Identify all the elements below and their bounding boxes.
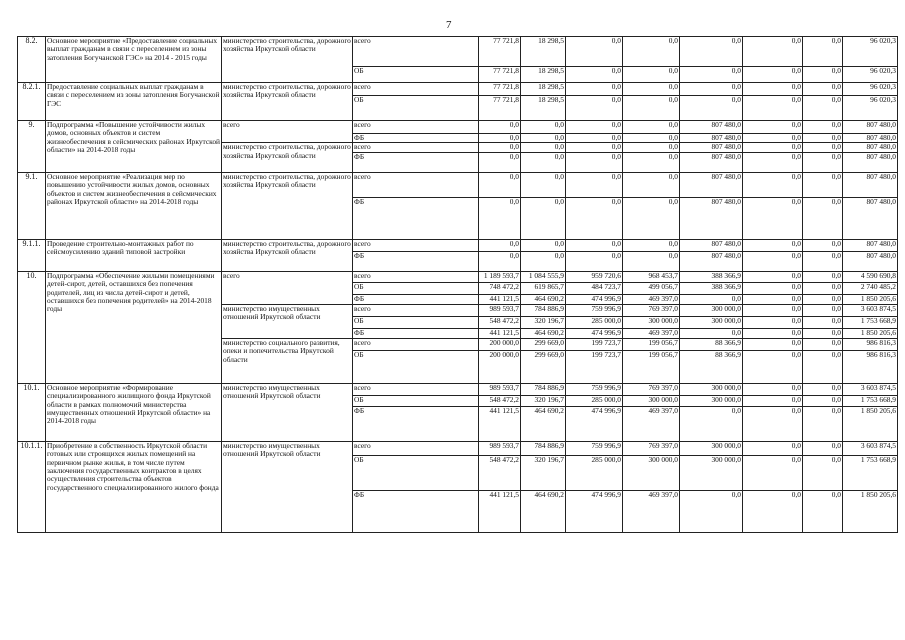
amount-cell: 18 298,5 (521, 96, 566, 121)
amount-cell: 807 480,0 (680, 239, 743, 251)
amount-cell: 0,0 (803, 67, 843, 83)
row-name: Подпрограмма «Обеспечение жилыми помещениями детей-сирот, детей, оставшихся без попечения родителей, лиц из числа детей-сирот и детей, оставшихся без попечения родителей» на 2014-2018 годы (46, 271, 222, 383)
amount-cell: 1 850 205,6 (843, 328, 898, 338)
row-code: 9.1.1. (18, 239, 46, 271)
amount-cell: 0,0 (623, 172, 680, 197)
amount-cell: 0,0 (743, 37, 803, 67)
amount-cell: 0,0 (623, 143, 680, 152)
amount-cell: 0,0 (803, 338, 843, 350)
funding-source-cell: всего (353, 338, 479, 350)
amount-cell: 0,0 (803, 441, 843, 455)
row-code: 9.1. (18, 172, 46, 239)
funding-source-cell: ФБ (353, 152, 479, 172)
amount-cell: 0,0 (743, 83, 803, 96)
amount-cell: 0,0 (743, 143, 803, 152)
amount-cell: 0,0 (803, 251, 843, 271)
amount-cell: 0,0 (803, 83, 843, 96)
amount-cell: 0,0 (680, 328, 743, 338)
amount-cell: 0,0 (803, 282, 843, 294)
funding-source-cell: ФБ (353, 328, 479, 338)
amount-cell: 469 397,0 (623, 294, 680, 304)
amount-cell: 0,0 (803, 490, 843, 532)
amount-cell: 77 721,8 (479, 96, 521, 121)
amount-cell: 0,0 (566, 121, 623, 134)
amount-cell: 0,0 (623, 152, 680, 172)
amount-cell: 807 480,0 (680, 121, 743, 134)
amount-cell: 0,0 (803, 197, 843, 239)
funding-source-cell: ФБ (353, 490, 479, 532)
amount-cell: 77 721,8 (479, 37, 521, 67)
amount-cell: 1 189 593,7 (479, 271, 521, 282)
amount-cell: 469 397,0 (623, 490, 680, 532)
amount-cell: 0,0 (743, 316, 803, 328)
amount-cell: 0,0 (803, 143, 843, 152)
row-code: 8.2. (18, 37, 46, 83)
funding-source-cell: ОБ (353, 316, 479, 328)
amount-cell: 0,0 (521, 251, 566, 271)
funding-source-cell: ОБ (353, 455, 479, 490)
amount-cell: 0,0 (566, 172, 623, 197)
amount-cell: 0,0 (521, 172, 566, 197)
amount-cell: 0,0 (743, 294, 803, 304)
amount-cell: 3 603 874,5 (843, 383, 898, 395)
amount-cell: 0,0 (803, 328, 843, 338)
amount-cell: 807 480,0 (680, 172, 743, 197)
amount-cell: 0,0 (479, 143, 521, 152)
amount-cell: 0,0 (521, 134, 566, 143)
executor-cell: министерство социального развития, опеки и попечительства Иркутской области (222, 338, 353, 383)
amount-cell: 464 690,2 (521, 328, 566, 338)
amount-cell: 0,0 (803, 121, 843, 134)
amount-cell: 200 000,0 (479, 350, 521, 383)
row-code: 8.2.1. (18, 83, 46, 121)
row-name: Основное мероприятие «Предоставление социальных выплат гражданам в связи с переселением из зоны затопления Богучанской ГЭС» на 2014 - 2015 годы (46, 37, 222, 83)
amount-cell: 0,0 (743, 121, 803, 134)
table-row (18, 172, 898, 197)
funding-source-cell: ФБ (353, 134, 479, 143)
amount-cell: 986 816,3 (843, 338, 898, 350)
amount-cell: 0,0 (566, 251, 623, 271)
amount-cell: 0,0 (521, 121, 566, 134)
amount-cell: 88 366,9 (680, 350, 743, 383)
amount-cell: 300 000,0 (680, 395, 743, 406)
amount-cell: 88 366,9 (680, 338, 743, 350)
funding-source-cell: ОБ (353, 350, 479, 383)
amount-cell: 0,0 (521, 143, 566, 152)
amount-cell: 989 593,7 (479, 383, 521, 395)
row-name: Предоставление социальных выплат гражданам в связи с переселением из зоны затопления Богучанской ГЭС (46, 83, 222, 121)
amount-cell: 0,0 (521, 152, 566, 172)
executor-cell: министерство строительства, дорожного хозяйства Иркутской области (222, 239, 353, 271)
row-name: Основное мероприятие «Реализация мер по повышению устойчивости жилых домов, основных объектов и систем жизнеобеспечения в сейсмических районах Иркутской области» на 2014-2018 годы (46, 172, 222, 239)
funding-source-cell: всего (353, 37, 479, 67)
amount-cell: 441 121,5 (479, 490, 521, 532)
amount-cell: 0,0 (743, 441, 803, 455)
amount-cell: 0,0 (623, 37, 680, 67)
amount-cell: 199 056,7 (623, 350, 680, 383)
amount-cell: 200 000,0 (479, 338, 521, 350)
amount-cell: 469 397,0 (623, 406, 680, 441)
amount-cell: 759 996,9 (566, 304, 623, 316)
amount-cell: 784 886,9 (521, 441, 566, 455)
amount-cell: 18 298,5 (521, 83, 566, 96)
amount-cell: 0,0 (566, 152, 623, 172)
table-row (18, 441, 898, 455)
amount-cell: 807 480,0 (680, 134, 743, 143)
amount-cell: 0,0 (743, 197, 803, 239)
funding-source-cell: всего (353, 143, 479, 152)
amount-cell: 0,0 (803, 152, 843, 172)
funding-source-cell: всего (353, 304, 479, 316)
amount-cell: 300 000,0 (623, 455, 680, 490)
amount-cell: 807 480,0 (843, 143, 898, 152)
amount-cell: 18 298,5 (521, 37, 566, 67)
amount-cell: 0,0 (479, 239, 521, 251)
funding-source-cell: всего (353, 83, 479, 96)
amount-cell: 0,0 (803, 134, 843, 143)
amount-cell: 748 472,2 (479, 282, 521, 294)
amount-cell: 989 593,7 (479, 304, 521, 316)
amount-cell: 0,0 (680, 37, 743, 67)
amount-cell: 0,0 (743, 383, 803, 395)
executor-cell: министерство строительства, дорожного хозяйства Иркутской области (222, 37, 353, 83)
amount-cell: 299 669,0 (521, 338, 566, 350)
row-name: Подпрограмма «Повышение устойчивости жилых домов, основных объектов и систем жизнеобеспечения в сейсмических районах Иркутской области» на 2014-2018 годы (46, 121, 222, 173)
amount-cell: 300 000,0 (623, 316, 680, 328)
amount-cell: 441 121,5 (479, 406, 521, 441)
row-code: 10.1. (18, 383, 46, 441)
amount-cell: 0,0 (803, 383, 843, 395)
amount-cell: 989 593,7 (479, 441, 521, 455)
amount-cell: 807 480,0 (843, 239, 898, 251)
amount-cell: 807 480,0 (843, 121, 898, 134)
amount-cell: 0,0 (743, 350, 803, 383)
amount-cell: 0,0 (803, 304, 843, 316)
amount-cell: 0,0 (743, 455, 803, 490)
amount-cell: 77 721,8 (479, 67, 521, 83)
amount-cell: 1 084 555,9 (521, 271, 566, 282)
amount-cell: 769 397,0 (623, 304, 680, 316)
amount-cell: 0,0 (743, 304, 803, 316)
amount-cell: 0,0 (803, 271, 843, 282)
executor-cell: министерство строительства, дорожного хозяйства Иркутской области (222, 83, 353, 121)
amount-cell: 77 721,8 (479, 83, 521, 96)
amount-cell: 285 000,0 (566, 455, 623, 490)
amount-cell: 0,0 (623, 251, 680, 271)
amount-cell: 0,0 (743, 328, 803, 338)
amount-cell: 0,0 (680, 67, 743, 83)
amount-cell: 0,0 (803, 395, 843, 406)
amount-cell: 0,0 (479, 251, 521, 271)
amount-cell: 0,0 (743, 251, 803, 271)
amount-cell: 0,0 (623, 96, 680, 121)
amount-cell: 0,0 (521, 197, 566, 239)
amount-cell: 0,0 (803, 350, 843, 383)
funding-source-cell: всего (353, 239, 479, 251)
amount-cell: 0,0 (680, 294, 743, 304)
amount-cell: 2 740 485,2 (843, 282, 898, 294)
amount-cell: 807 480,0 (680, 152, 743, 172)
amount-cell: 0,0 (743, 239, 803, 251)
table-row (18, 121, 898, 134)
amount-cell: 0,0 (803, 172, 843, 197)
amount-cell: 464 690,2 (521, 406, 566, 441)
amount-cell: 807 480,0 (680, 197, 743, 239)
amount-cell: 464 690,2 (521, 294, 566, 304)
amount-cell: 0,0 (743, 490, 803, 532)
funding-source-cell: ФБ (353, 406, 479, 441)
amount-cell: 0,0 (680, 96, 743, 121)
funding-source-cell: ОБ (353, 395, 479, 406)
page-number: 7 (446, 19, 452, 31)
table-row (18, 83, 898, 96)
amount-cell: 0,0 (743, 96, 803, 121)
amount-cell: 4 590 690,8 (843, 271, 898, 282)
table-body (18, 37, 898, 533)
amount-cell: 0,0 (566, 143, 623, 152)
amount-cell: 199 723,7 (566, 350, 623, 383)
amount-cell: 1 753 668,9 (843, 455, 898, 490)
amount-cell: 441 121,5 (479, 294, 521, 304)
amount-cell: 96 020,3 (843, 83, 898, 96)
table-row (18, 37, 898, 67)
amount-cell: 0,0 (566, 239, 623, 251)
amount-cell: 1 850 205,6 (843, 406, 898, 441)
amount-cell: 0,0 (566, 96, 623, 121)
amount-cell: 0,0 (479, 152, 521, 172)
amount-cell: 474 996,9 (566, 294, 623, 304)
amount-cell: 0,0 (566, 37, 623, 67)
amount-cell: 285 000,0 (566, 316, 623, 328)
amount-cell: 0,0 (743, 338, 803, 350)
amount-cell: 441 121,5 (479, 328, 521, 338)
amount-cell: 0,0 (566, 83, 623, 96)
amount-cell: 18 298,5 (521, 67, 566, 83)
amount-cell: 96 020,3 (843, 67, 898, 83)
amount-cell: 300 000,0 (680, 383, 743, 395)
row-name: Проведение строительно-монтажных работ по сейсмоусилению зданий типовой застройки (46, 239, 222, 271)
amount-cell: 1 753 668,9 (843, 316, 898, 328)
amount-cell: 0,0 (743, 152, 803, 172)
amount-cell: 759 996,9 (566, 383, 623, 395)
row-code: 9. (18, 121, 46, 173)
amount-cell: 0,0 (803, 294, 843, 304)
amount-cell: 959 720,6 (566, 271, 623, 282)
amount-cell: 0,0 (623, 134, 680, 143)
row-code: 10.1.1. (18, 441, 46, 532)
table-row (18, 239, 898, 251)
amount-cell: 0,0 (479, 197, 521, 239)
amount-cell: 807 480,0 (843, 197, 898, 239)
amount-cell: 0,0 (803, 37, 843, 67)
amount-cell: 1 753 668,9 (843, 395, 898, 406)
amount-cell: 0,0 (623, 239, 680, 251)
amount-cell: 464 690,2 (521, 490, 566, 532)
amount-cell: 3 603 874,5 (843, 304, 898, 316)
amount-cell: 499 056,7 (623, 282, 680, 294)
budget-table (17, 36, 898, 533)
amount-cell: 807 480,0 (680, 251, 743, 271)
executor-cell: министерство имущественных отношений Иркутской области (222, 383, 353, 441)
amount-cell: 0,0 (566, 67, 623, 83)
amount-cell: 300 000,0 (680, 441, 743, 455)
table-row (18, 271, 898, 282)
amount-cell: 300 000,0 (680, 304, 743, 316)
funding-source-cell: ФБ (353, 294, 479, 304)
amount-cell: 807 480,0 (843, 152, 898, 172)
funding-source-cell: ОБ (353, 282, 479, 294)
funding-source-cell: ОБ (353, 96, 479, 121)
amount-cell: 96 020,3 (843, 96, 898, 121)
amount-cell: 320 196,7 (521, 395, 566, 406)
amount-cell: 0,0 (803, 239, 843, 251)
amount-cell: 299 669,0 (521, 350, 566, 383)
amount-cell: 0,0 (743, 406, 803, 441)
amount-cell: 0,0 (623, 67, 680, 83)
executor-cell: министерство имущественных отношений Иркутской области (222, 441, 353, 532)
amount-cell: 484 723,7 (566, 282, 623, 294)
amount-cell: 784 886,9 (521, 383, 566, 395)
executor-cell: всего (222, 121, 353, 143)
amount-cell: 0,0 (743, 395, 803, 406)
funding-source-cell: всего (353, 121, 479, 134)
amount-cell: 619 865,7 (521, 282, 566, 294)
amount-cell: 986 816,3 (843, 350, 898, 383)
funding-source-cell: ФБ (353, 251, 479, 271)
amount-cell: 0,0 (743, 271, 803, 282)
amount-cell: 0,0 (680, 490, 743, 532)
amount-cell: 320 196,7 (521, 316, 566, 328)
funding-source-cell: всего (353, 441, 479, 455)
executor-cell: министерство строительства, дорожного хозяйства Иркутской области (222, 172, 353, 239)
amount-cell: 199 056,7 (623, 338, 680, 350)
amount-cell: 0,0 (803, 455, 843, 490)
amount-cell: 759 996,9 (566, 441, 623, 455)
executor-cell: министерство имущественных отношений Иркутской области (222, 304, 353, 338)
amount-cell: 469 397,0 (623, 328, 680, 338)
funding-source-cell: всего (353, 271, 479, 282)
amount-cell: 548 472,2 (479, 455, 521, 490)
amount-cell: 0,0 (680, 83, 743, 96)
amount-cell: 320 196,7 (521, 455, 566, 490)
amount-cell: 0,0 (479, 121, 521, 134)
amount-cell: 199 723,7 (566, 338, 623, 350)
row-code: 10. (18, 271, 46, 383)
amount-cell: 474 996,9 (566, 328, 623, 338)
amount-cell: 0,0 (803, 406, 843, 441)
amount-cell: 769 397,0 (623, 441, 680, 455)
amount-cell: 1 850 205,6 (843, 294, 898, 304)
funding-source-cell: ОБ (353, 67, 479, 83)
executor-cell: министерство строительства, дорожного хозяйства Иркутской области (222, 143, 353, 172)
amount-cell: 300 000,0 (623, 395, 680, 406)
amount-cell: 0,0 (743, 67, 803, 83)
amount-cell: 0,0 (743, 172, 803, 197)
amount-cell: 0,0 (623, 121, 680, 134)
amount-cell: 474 996,9 (566, 406, 623, 441)
amount-cell: 388 366,9 (680, 271, 743, 282)
amount-cell: 285 000,0 (566, 395, 623, 406)
amount-cell: 0,0 (479, 134, 521, 143)
amount-cell: 0,0 (521, 239, 566, 251)
amount-cell: 388 366,9 (680, 282, 743, 294)
amount-cell: 0,0 (566, 134, 623, 143)
funding-source-cell: ФБ (353, 197, 479, 239)
amount-cell: 548 472,2 (479, 316, 521, 328)
amount-cell: 807 480,0 (843, 172, 898, 197)
amount-cell: 807 480,0 (680, 143, 743, 152)
amount-cell: 474 996,9 (566, 490, 623, 532)
amount-cell: 807 480,0 (843, 251, 898, 271)
funding-source-cell: всего (353, 383, 479, 395)
funding-source-cell: всего (353, 172, 479, 197)
amount-cell: 96 020,3 (843, 37, 898, 67)
amount-cell: 0,0 (623, 83, 680, 96)
amount-cell: 968 453,7 (623, 271, 680, 282)
amount-cell: 784 886,9 (521, 304, 566, 316)
amount-cell: 1 850 205,6 (843, 490, 898, 532)
row-name: Основное мероприятие «Формирование специализированного жилищного фонда Иркутской области в рамках полномочий министерства имущественных отношений Иркутской области» на 2014-2018 годы (46, 383, 222, 441)
amount-cell: 0,0 (680, 406, 743, 441)
amount-cell: 300 000,0 (680, 455, 743, 490)
executor-cell: всего (222, 271, 353, 304)
amount-cell: 769 397,0 (623, 383, 680, 395)
table-row (18, 383, 898, 395)
amount-cell: 0,0 (743, 282, 803, 294)
amount-cell: 300 000,0 (680, 316, 743, 328)
amount-cell: 0,0 (803, 96, 843, 121)
amount-cell: 0,0 (803, 316, 843, 328)
amount-cell: 0,0 (743, 134, 803, 143)
amount-cell: 0,0 (623, 197, 680, 239)
amount-cell: 3 603 874,5 (843, 441, 898, 455)
row-name: Приобретение в собственность Иркутской области готовых или строящихся жилых помещений на первичном рынке жилья, в том числе путем заключения государственных контрактов в целях осуществления строительства объектов государственного специализированного жилого фонда (46, 441, 222, 532)
amount-cell: 548 472,2 (479, 395, 521, 406)
amount-cell: 807 480,0 (843, 134, 898, 143)
amount-cell: 0,0 (566, 197, 623, 239)
amount-cell: 0,0 (479, 172, 521, 197)
